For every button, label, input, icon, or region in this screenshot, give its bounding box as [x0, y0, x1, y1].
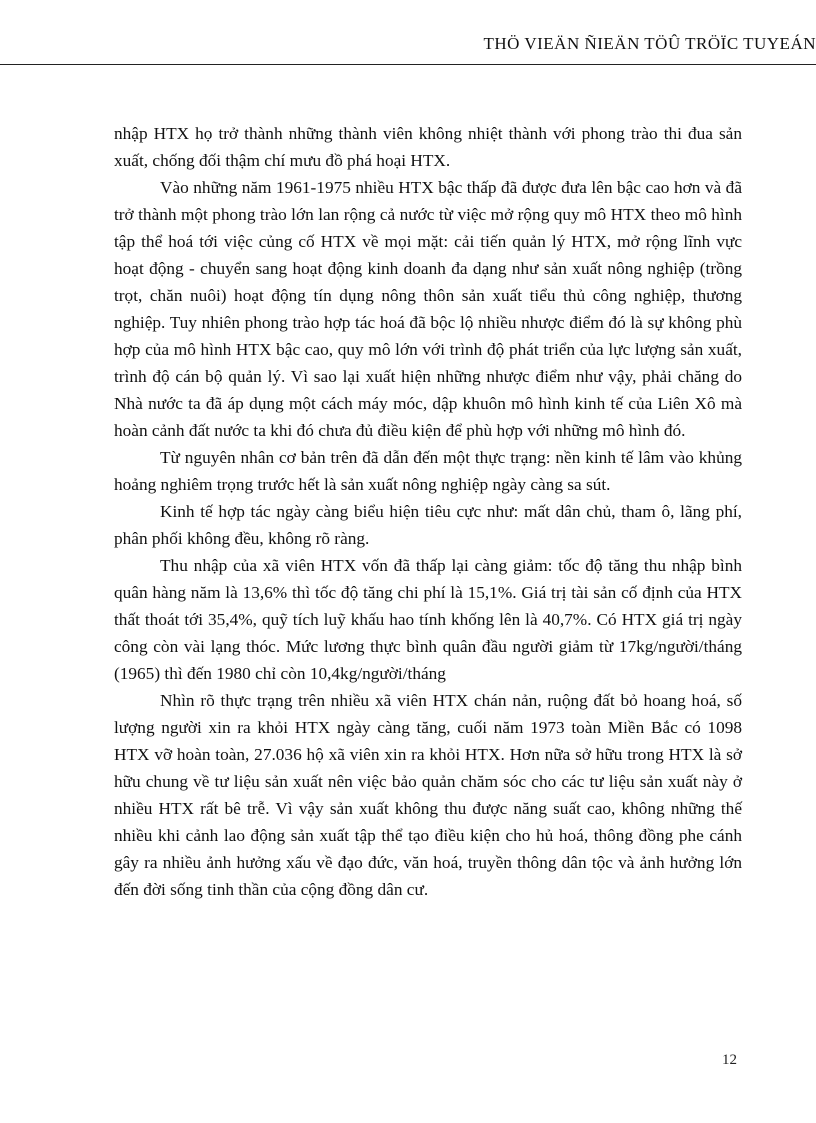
paragraph: Thu nhập của xã viên HTX vốn đã thấp lại càng giảm: tốc độ tăng thu nhập bình quân hàng năm là 13,6% thì tốc độ tăng chi phí là 15,1%. Giá trị tài sản cố định của HTX thất thoát tới 35,4%, quỹ tích luỹ khấu hao tính khống lên là 40,7%. Có HTX giá trị ngày công còn vài lạng thóc. Mức lương thực bình quân đầu người giảm từ 17kg/người/tháng (1965) thì đến 1980 chỉ còn 10,4kg/người/tháng [114, 556, 742, 683]
paragraph: Nhìn rõ thực trạng trên nhiều xã viên HTX chán nản, ruộng đất bỏ hoang hoá, số lượng người xin ra khỏi HTX ngày càng tăng, cuối năm 1973 toàn Miền Bắc có 1098 HTX vỡ hoàn toàn, 27.036 hộ xã viên xin ra khỏi HTX. Hơn nữa sở hữu trong HTX là sở hữu chung về tư liệu sản xuất nên việc bảo quản chăm sóc cho các tư liệu sản xuất này ở nhiều HTX rất bê trễ. Vì vậy sản xuất không thu được năng suất cao, không những thế nhiều khi cảnh lao động sản xuất tập thể tạo điều kiện cho hủ hoá, thông đồng phe cánh gây ra nhiều ảnh hưởng xấu về đạo đức, văn hoá, truyền thông dân tộc và ảnh hưởng lớn đến đời sống tinh thần của cộng đồng dân cư. [114, 691, 742, 899]
page-header [0, 0, 816, 66]
header-rule [0, 64, 816, 65]
paragraph: Từ nguyên nhân cơ bản trên đã dẫn đến một thực trạng: nền kinh tế lâm vào khủng hoảng nghiêm trọng trước hết là sản xuất nông nghiệp ngày càng sa sút. [114, 448, 742, 494]
paragraph-continuation: nhập HTX họ trở thành những thành viên không nhiệt thành với phong trào thi đua sản xuất, chống đối thậm chí mưu đồ phá hoại HTX. [114, 124, 742, 170]
page-number: 12 [722, 1052, 737, 1068]
paragraph: Kinh tế hợp tác ngày càng biểu hiện tiêu cực như: mất dân chủ, tham ô, lãng phí, phân phối không đều, không rõ ràng. [114, 502, 742, 548]
paragraph: Vào những năm 1961-1975 nhiều HTX bậc thấp đã được đưa lên bậc cao hơn và đã trở thành một phong trào lớn lan rộng cả nước từ việc mở rộng quy mô HTX theo mô hình tập thể hoá tới việc củng cố HTX về mọi mặt: cải tiến quản lý HTX, mở rộng lĩnh vực hoạt động - chuyển sang hoạt động kinh doanh đa dạng như sản xuất nông nghiệp (trồng trọt, chăn nuôi) hoạt động tín dụng nông thôn sản xuất tiểu thủ công nghiệp, thương nghiệp. Tuy nhiên phong trào hợp tác hoá đã bộc lộ nhiều nhược điểm đó là sự không phù hợp của mô hình HTX bậc cao, quy mô lớn với trình độ phát triển của lực lượng sản xuất, trình độ cán bộ quản lý. Vì sao lại xuất hiện những nhược điểm như vậy, phải chăng do Nhà nước ta đã áp dụng một cách máy móc, dập khuôn mô hình kinh tế của Liên Xô mà hoàn cảnh đất nước ta khi đó chưa đủ điều kiện để phù hợp với những mô hình đó. [114, 178, 742, 440]
page-body [114, 120, 742, 903]
header-title: THÖ VIEÄN ÑIEÄN TÖÛ TRÖÏC TUYEÁN [483, 34, 816, 53]
